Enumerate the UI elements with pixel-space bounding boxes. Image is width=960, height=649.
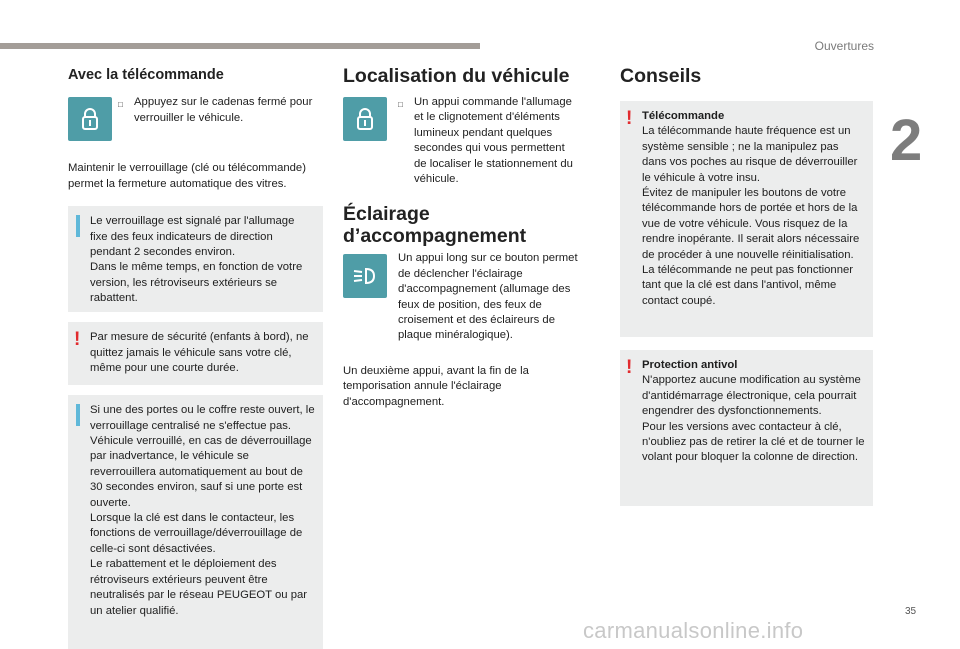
watermark: carmanualsonline.info: [583, 618, 804, 643]
lock-instruction: [68, 97, 323, 141]
follow-me-text: Un appui long sur ce bouton permet de déclencher l'éclairage d'accompagnement (allumage des feux de position, des feux de croisement et des éclaireurs de plaque minéralogique).: [398, 252, 578, 342]
padlock-icon: [343, 97, 387, 141]
info-box-central-locking: [68, 395, 323, 649]
locate-title: Localisation du véhicule: [343, 65, 570, 87]
warning-box-antitheft: [620, 350, 873, 506]
info-text: Le verrouillage est signalé par l'allumage fixe des feux indicateurs de direction pendant 2 secondes environ. Dans le même temps, en fonction de votre version, les rétroviseurs extérieurs se rabattent.: [90, 215, 303, 305]
remote-title: Avec la télécommande: [68, 67, 224, 83]
headlamp-icon: [343, 254, 387, 298]
follow-me-title-line2: d’accompagnement: [343, 225, 527, 248]
info-icon: [76, 215, 80, 237]
section-label: Ouvertures: [814, 39, 874, 53]
column-advice: [620, 65, 873, 506]
warning-icon: !: [74, 329, 81, 351]
warning-icon: !: [626, 108, 633, 129]
padlock-icon: [68, 97, 112, 141]
locate-instruction: [343, 97, 578, 187]
column-locate: [343, 65, 578, 410]
page-number: 35: [905, 606, 917, 617]
follow-me-cancel-paragraph: Un deuxième appui, avant la fin de la temporisation annule l'éclairage d'accompagnement.: [343, 364, 529, 408]
locate-bullet-text: Un appui commande l'allumage et le clignotement d'éléments lumineux pendant quelques secondes qui vous permettent de localiser le stationnement du véhicule.: [414, 96, 573, 186]
chapter-number: 2: [890, 108, 923, 173]
warning-box-remote: [620, 101, 873, 337]
bullet-marker: □: [398, 100, 403, 109]
warning-icon: !: [626, 357, 633, 378]
warning-text: N'apportez aucune modification au système d'antidémarrage électronique, cela pourrait engendrer des dysfonctionnements. Pour les versions avec contacteur à clé, n'oubliez pas de retirer la clé et de tourner le volant pour bloquer la colonne de direction.: [642, 374, 865, 464]
warning-title: Télécommande: [642, 110, 725, 122]
info-box-lock-signal: [68, 206, 323, 312]
bullet-marker: □: [118, 100, 123, 110]
warning-box-safety: [68, 322, 323, 385]
header-bar: [0, 43, 480, 49]
warning-text: La télécommande haute fréquence est un système sensible ; ne la manipulez pas dans vos poches au risque de déverrouiller le véhicule à votre insu. Évitez de manipuler les boutons de votre télécommande hors de portée et hors de la vue de votre véhicule. Vous risquez de la rendre inopérante. Il serait alors nécessaire de procéder à une nouvelle réinitialisation. La télécommande ne peut pas fonctionner tant que la clé est dans l'antivol, même contact coupé.: [642, 125, 860, 307]
info-icon: [76, 404, 80, 426]
follow-me-title-line1: Éclairage: [343, 203, 430, 226]
advice-title: Conseils: [620, 65, 702, 87]
column-remote: [68, 68, 323, 649]
info-text: Si une des portes ou le coffre reste ouvert, le verrouillage centralisé ne s'effectue pas. Véhicule verrouillé, en cas de déverrouillage par inadvertance, le véhicule se reverrouillera automatiquement au bout de 30 secondes environ, sauf si une porte est ouverte. Lorsque la clé est dans le contacteur, les fonctions de verrouillage/déverrouillage de celle-ci sont désactivées. Le rabattement et le déploiement des rétroviseurs extérieurs peuvent être neutralisés par le réseau PEUGEOT ou par un atelier qualifié.: [90, 404, 315, 617]
warning-text: Par mesure de sécurité (enfants à bord), ne quittez jamais le véhicule sans votre clé, même pour une courte durée.: [90, 331, 309, 375]
follow-me-title: [343, 203, 578, 247]
follow-me-instruction: [343, 254, 578, 343]
warning-title: Protection antivol: [642, 359, 738, 371]
window-close-paragraph: Maintenir le verrouillage (clé ou télécommande) permet la fermeture automatique des vitres.: [68, 162, 306, 190]
lock-bullet-text: Appuyez sur le cadenas fermé pour verrouiller le véhicule.: [134, 96, 313, 124]
